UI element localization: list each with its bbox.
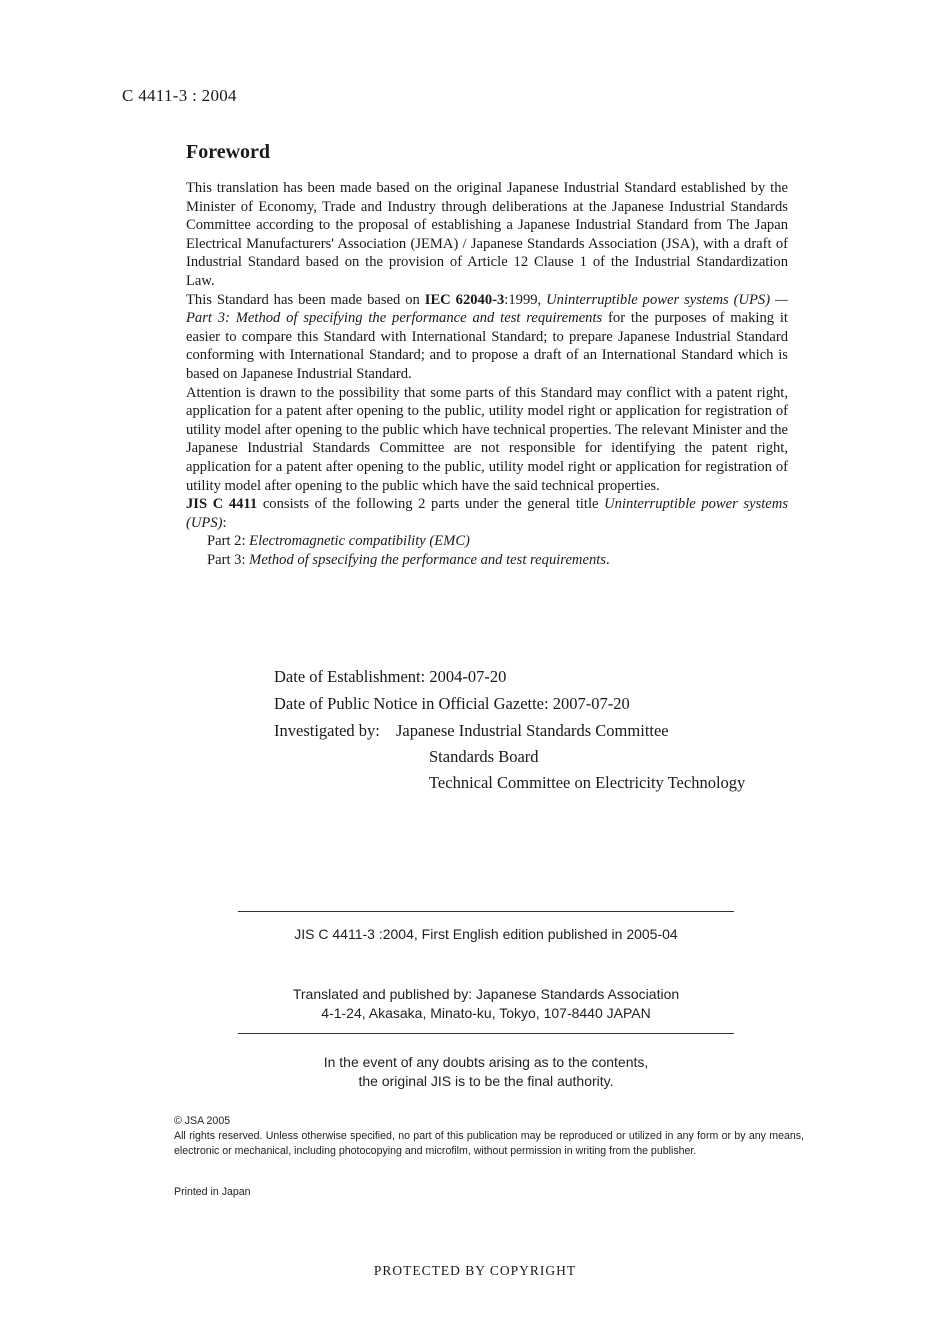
foreword-paragraph-1: This translation has been made based on the original Japanese Industrial Standard established by the Minister of Economy, Trade and Industry through deliberations at the Japanese Industrial Standards Committee according to the proposal of establishing a Japanese Industrial Standard from The Japan Electrical Manufacturers' Association (JEMA) / Japanese Standards Association (JSA), with a draft of Industrial Standard based on the provision of Article 12 Clause 1 of the Industrial Standardization Law. [186,180,788,289]
standard-metadata [274,666,794,793]
part-list-item [186,532,788,551]
jis-reference: JIS C 4411 [186,496,258,513]
investigated-by-row [274,720,794,747]
public-notice-date: Date of Public Notice in Official Gazette: 2007-07-20 [274,694,630,713]
foreword-body [186,179,788,569]
iec-reference: IEC 62040-3 [424,291,505,308]
part-list-item [186,551,788,570]
foreword-heading: Foreword [186,141,271,163]
establishment-date: Date of Establishment: 2004-07-20 [274,667,507,686]
paragraph-4-mid: consists of the following 2 parts under the general title [257,496,605,513]
edition-info: JIS C 4411-3 :2004, First English edition published in 2005-04 [294,926,678,942]
authority-line-2: the original JIS is to be the final authority. [358,1073,614,1089]
iec-year: :1999, [504,291,547,308]
copyright-notice: © JSA 2005 [174,1115,231,1127]
technical-committee: Technical Committee on Electricity Technology [429,773,746,792]
printed-in: Printed in Japan [174,1186,251,1198]
part-label: Part 2: [207,533,250,550]
investigated-by-label: Investigated by: [274,721,380,740]
paragraph-2-lead: This Standard has been made based on [186,291,425,308]
copyright-block [174,1114,804,1159]
part-label: Part 3: [207,551,250,568]
investigating-committee: Japanese Industrial Standards Committee [395,721,669,740]
rights-reserved-text: All rights reserved. Unless otherwise specified, no part of this publication may be reproduced or utilized in any form or by any means, electronic or mechanical, including photocopying and microfilm, without permission in writing from the publisher. [174,1130,804,1157]
iec-title: Uninterruptible power systems (UPS) — Part 3: Method of specifying the performance and test requirements [186,291,788,327]
publisher-info [238,985,734,1023]
divider-line [238,911,734,912]
authority-notice [238,1053,734,1091]
protected-by-copyright-footer: PROTECTED BY COPYRIGHT [373,1263,577,1278]
part-end: . [605,551,610,568]
divider-line [238,1033,734,1034]
general-title: Uninterruptible power systems (UPS) [186,496,789,531]
part-title: Electromagnetic compatibility (EMC) [249,533,470,550]
foreword-paragraph-3: Attention is drawn to the possibility that some parts of this Standard may conflict with a patent right, application for a patent after opening to the public, utility model right or application for registration of utility model after opening to the public which have technical properties. The relevant Minister and the Japanese Industrial Standards Committee are not responsible for identifying the patent right, application for a patent after opening to the public, utility model right or application for registration of utility model after opening to the public which have the said technical properties. [186,384,788,494]
publisher-address: 4-1-24, Akasaka, Minato-ku, Tokyo, 107-8440 JAPAN [321,1005,651,1021]
foreword-paragraph-2 [186,291,788,384]
publisher-name: Translated and published by: Japanese Standards Association [292,986,680,1002]
paragraph-2-rest: for the purposes of making it easier to compare this Standard with International Standard; to prepare Japanese Industrial Standard conforming with International Standard; and to propose a draft of an International Standard which is based on Japanese Industrial Standard. [186,310,788,382]
part-title: Method of spsecifying the performance and test requirements [249,551,606,568]
document-number: C 4411-3 : 2004 [122,86,237,105]
authority-line-1: In the event of any doubts arising as to the contents, [323,1054,649,1070]
paragraph-4-colon: : [222,514,227,531]
standards-board: Standards Board [429,747,539,766]
foreword-paragraph-4 [186,495,788,532]
